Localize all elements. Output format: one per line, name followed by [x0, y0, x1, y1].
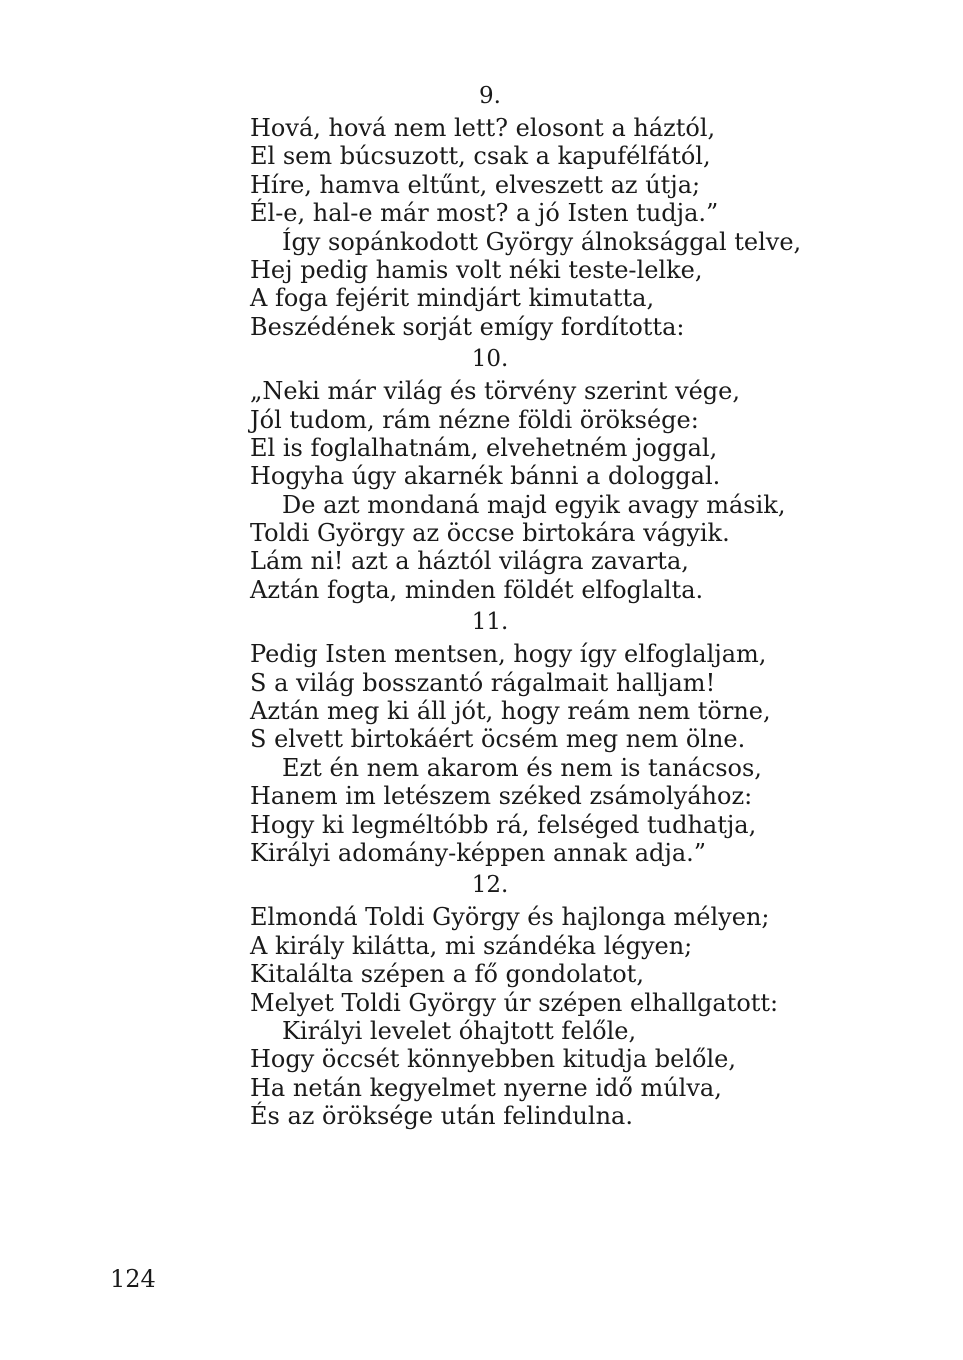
poem-line: Hej pedig hamis volt néki teste-lelke, [250, 255, 703, 284]
poem-line: Hogyha úgy akarnék bánni a dologgal. [250, 462, 721, 491]
stanza-10 [250, 345, 850, 604]
page-number: 124 [110, 1265, 156, 1293]
stanza-number: 9. [479, 83, 501, 109]
poem-line: Hogy ki legméltóbb rá, felséged tudhatja, [250, 810, 757, 839]
poem-line: Él-e, hal-e már most? a jó Isten tudja.” [250, 199, 719, 228]
stanza-12 [250, 871, 850, 1130]
poem-line: Jól tudom, rám nézne földi öröksége: [250, 405, 699, 434]
poem-body [250, 82, 850, 1131]
poem-line: Beszédének sorját emígy fordította: [250, 312, 685, 341]
poem-line: Ha netán kegyelmet nyerne idő múlva, [250, 1073, 722, 1102]
stanza-number: 10. [471, 346, 509, 373]
poem-line: Aztán meg ki áll jót, hogy reám nem törne, [250, 697, 771, 726]
poem-line: Hogy öccsét könnyebben kitudja belőle, [250, 1045, 736, 1074]
poem-line: Királyi levelet óhajtott felőle, [282, 1016, 637, 1045]
poem-line: Toldi György az öccse birtokára vágyik. [250, 519, 730, 548]
poem-line: Így sopánkodott György álnoksággal telve, [282, 227, 802, 256]
poem-line: Híre, hamva eltűnt, elveszett az útja; [250, 170, 701, 199]
poem-line: A király kilátta, mi szándéka légyen; [250, 931, 693, 960]
poem-line: De azt mondaná majd egyik avagy másik, [282, 490, 786, 519]
poem-line: Lám ni! azt a háztól világra zavarta, [250, 547, 689, 576]
stanza-9 [250, 82, 850, 341]
poem-line: A foga fejérit mindjárt kimutatta, [250, 284, 655, 313]
poem-line: S a világ bosszantó rágalmait halljam! [250, 668, 716, 697]
poem-line: Hová, hová nem lett? elosont a háztól, [250, 114, 716, 142]
poem-line: Kitalálta szépen a fő gondolatot, [250, 960, 644, 989]
poem-line: El sem búcsuzott, csak a kapufélfától, [250, 142, 711, 171]
poem-line: Királyi adomány-képpen annak adja.” [250, 838, 707, 867]
poem-line: Pedig Isten mentsen, hogy így elfoglaljam, [250, 640, 767, 669]
poem-line: El is foglalhatnám, elvehetném joggal, [250, 433, 718, 462]
poem-line: S elvett birtokáért öcsém meg nem ölne. [250, 725, 746, 754]
poem-line: Aztán fogta, minden földét elfoglalta. [250, 575, 704, 604]
poem-line: Melyet Toldi György úr szépen elhallgatott: [250, 988, 779, 1017]
poem-line: Hanem im letészem széked zsámolyához: [250, 782, 753, 811]
stanza-number: 11. [471, 609, 509, 636]
stanza-number: 12. [471, 872, 509, 899]
poem-line: És az öröksége után felindulna. [250, 1102, 633, 1131]
poem-line: Ezt én nem akarom és nem is tanácsos, [282, 753, 762, 782]
poem-line: „Neki már világ és törvény szerint vége, [250, 377, 740, 406]
poem-line: Elmondá Toldi György és hajlonga mélyen; [250, 903, 770, 932]
stanza-11 [250, 608, 850, 867]
